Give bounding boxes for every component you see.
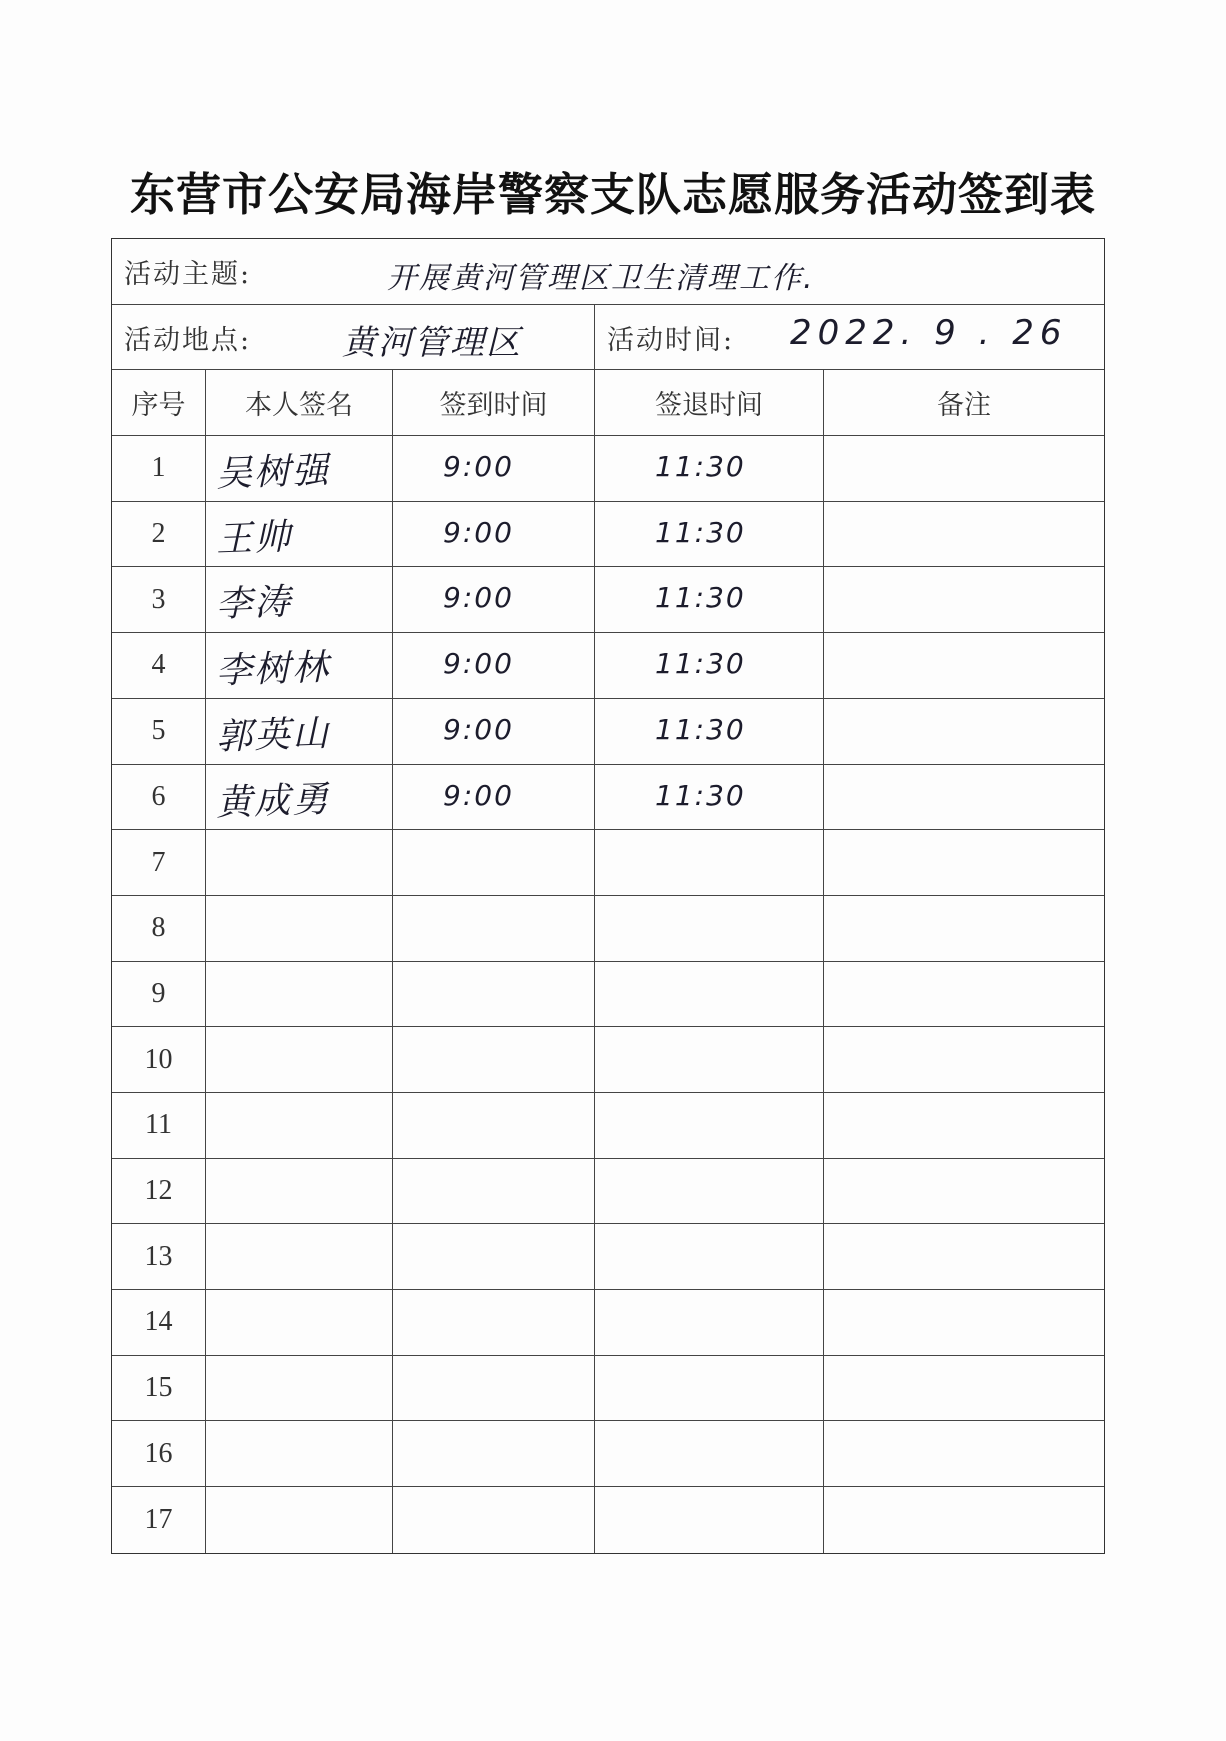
table-row	[112, 436, 1104, 502]
note-cell	[824, 567, 1104, 632]
checkout-cell	[595, 1356, 824, 1421]
checkin-cell	[393, 1224, 595, 1289]
note-cell	[824, 1290, 1104, 1355]
signature-cell	[206, 1093, 393, 1158]
checkin-cell	[393, 1027, 595, 1092]
checkin-cell	[393, 830, 595, 895]
table-row	[112, 1356, 1104, 1422]
note-cell	[824, 1487, 1104, 1553]
time-label: 活动时间:	[607, 324, 735, 356]
note-cell	[824, 962, 1104, 1027]
row-number: 10	[112, 1027, 206, 1092]
checkin-cell	[393, 1487, 595, 1553]
checkout-time: 11:30	[655, 712, 746, 746]
checkin-cell	[393, 567, 595, 632]
checkin-cell	[393, 765, 595, 830]
table-row	[112, 1093, 1104, 1159]
signature-cell	[206, 896, 393, 961]
signature-cell	[206, 1224, 393, 1289]
checkout-cell	[595, 1421, 824, 1486]
checkout-time: 11:30	[655, 515, 746, 549]
checkin-time: 9:00	[443, 778, 514, 812]
note-cell	[824, 1421, 1104, 1486]
checkin-time: 9:00	[443, 647, 514, 681]
checkin-cell	[393, 896, 595, 961]
checkin-cell	[393, 1093, 595, 1158]
place-label: 活动地点:	[124, 324, 252, 356]
signature-cell	[206, 633, 393, 698]
checkin-time: 9:00	[443, 581, 514, 615]
checkout-cell	[595, 962, 824, 1027]
note-cell	[824, 1159, 1104, 1224]
signature-cell	[206, 765, 393, 830]
signature-cell	[206, 1356, 393, 1421]
header-note: 备注	[937, 390, 991, 422]
checkout-cell	[595, 896, 824, 961]
table-row	[112, 765, 1104, 831]
note-cell	[824, 1356, 1104, 1421]
signature-cell	[206, 567, 393, 632]
signature: 郭英山	[215, 712, 331, 758]
table-row	[112, 830, 1104, 896]
signature-cell	[206, 1421, 393, 1486]
signature-cell	[206, 436, 393, 501]
table-row	[112, 1290, 1104, 1356]
signature: 黄成勇	[215, 778, 331, 824]
signature: 王帅	[215, 516, 293, 561]
note-cell	[824, 1093, 1104, 1158]
note-cell	[824, 896, 1104, 961]
checkout-cell	[595, 502, 824, 567]
note-cell	[824, 699, 1104, 764]
checkout-time: 11:30	[655, 778, 746, 812]
signature-cell	[206, 699, 393, 764]
checkin-cell	[393, 633, 595, 698]
row-number: 2	[112, 502, 206, 567]
checkout-cell	[595, 830, 824, 895]
header-out: 签退时间	[595, 370, 824, 435]
signature-cell	[206, 1290, 393, 1355]
checkin-cell	[393, 962, 595, 1027]
table-row	[112, 962, 1104, 1028]
row-number: 13	[112, 1224, 206, 1289]
row-number: 1	[112, 436, 206, 501]
checkout-cell	[595, 1290, 824, 1355]
signature: 李树林	[215, 647, 331, 693]
place-cell	[112, 305, 595, 370]
row-number: 14	[112, 1290, 206, 1355]
checkout-cell	[595, 633, 824, 698]
signature-cell	[206, 502, 393, 567]
checkin-cell	[393, 699, 595, 764]
place-time-row	[112, 305, 1104, 371]
theme-row	[112, 239, 1104, 305]
row-number: 5	[112, 699, 206, 764]
row-number: 16	[112, 1421, 206, 1486]
theme-value: 开展黄河管理区卫生清理工作.	[387, 261, 815, 296]
row-number: 7	[112, 830, 206, 895]
row-number: 15	[112, 1356, 206, 1421]
row-number: 17	[112, 1487, 206, 1553]
checkout-time: 11:30	[655, 450, 746, 484]
note-cell	[824, 1027, 1104, 1092]
page-title: 东营市公安局海岸警察支队志愿服务活动签到表	[129, 168, 1096, 221]
checkout-cell	[595, 1093, 824, 1158]
checkout-cell	[595, 1487, 824, 1553]
sign-in-table	[111, 238, 1105, 1554]
note-cell	[824, 436, 1104, 501]
row-number: 8	[112, 896, 206, 961]
signature-cell	[206, 1027, 393, 1092]
row-number: 4	[112, 633, 206, 698]
checkout-cell	[595, 765, 824, 830]
theme-cell	[112, 239, 1104, 304]
header-in: 签到时间	[393, 370, 595, 435]
checkin-cell	[393, 436, 595, 501]
time-cell	[595, 305, 1104, 370]
row-number: 9	[112, 962, 206, 1027]
table-row	[112, 1027, 1104, 1093]
table-body	[112, 436, 1104, 1553]
checkout-cell	[595, 567, 824, 632]
checkout-time: 11:30	[655, 647, 746, 681]
note-cell	[824, 765, 1104, 830]
checkin-time: 9:00	[443, 515, 514, 549]
checkout-cell	[595, 1027, 824, 1092]
checkout-time: 11:30	[655, 581, 746, 615]
signature: 李涛	[215, 582, 293, 626]
signature-cell	[206, 830, 393, 895]
table-row	[112, 699, 1104, 765]
checkout-cell	[595, 699, 824, 764]
table-row	[112, 1224, 1104, 1290]
header-row	[112, 370, 1104, 436]
checkin-time: 9:00	[443, 450, 514, 484]
table-row	[112, 1487, 1104, 1553]
row-number: 3	[112, 567, 206, 632]
signature-cell	[206, 962, 393, 1027]
signature: 吴树强	[215, 450, 331, 496]
row-number: 11	[112, 1093, 206, 1158]
checkout-cell	[595, 1159, 824, 1224]
signature-cell	[206, 1159, 393, 1224]
table-row	[112, 567, 1104, 633]
signature-cell	[206, 1487, 393, 1553]
checkin-cell	[393, 1356, 595, 1421]
note-cell	[824, 633, 1104, 698]
table-row	[112, 633, 1104, 699]
checkout-cell	[595, 1224, 824, 1289]
note-cell	[824, 1224, 1104, 1289]
time-value: 2022. 9 . 26	[790, 312, 1068, 353]
row-number: 6	[112, 765, 206, 830]
table-row	[112, 1159, 1104, 1225]
theme-label: 活动主题:	[124, 258, 252, 290]
header-sign: 本人签名	[206, 370, 393, 435]
table-row	[112, 1421, 1104, 1487]
note-cell	[824, 830, 1104, 895]
checkin-cell	[393, 502, 595, 567]
table-row	[112, 896, 1104, 962]
row-number: 12	[112, 1159, 206, 1224]
note-cell	[824, 502, 1104, 567]
header-no: 序号	[112, 370, 206, 435]
place-value: 黄河管理区	[342, 322, 522, 363]
checkin-cell	[393, 1159, 595, 1224]
checkout-cell	[595, 436, 824, 501]
checkin-time: 9:00	[443, 712, 514, 746]
checkin-cell	[393, 1290, 595, 1355]
table-row	[112, 502, 1104, 568]
checkin-cell	[393, 1421, 595, 1486]
